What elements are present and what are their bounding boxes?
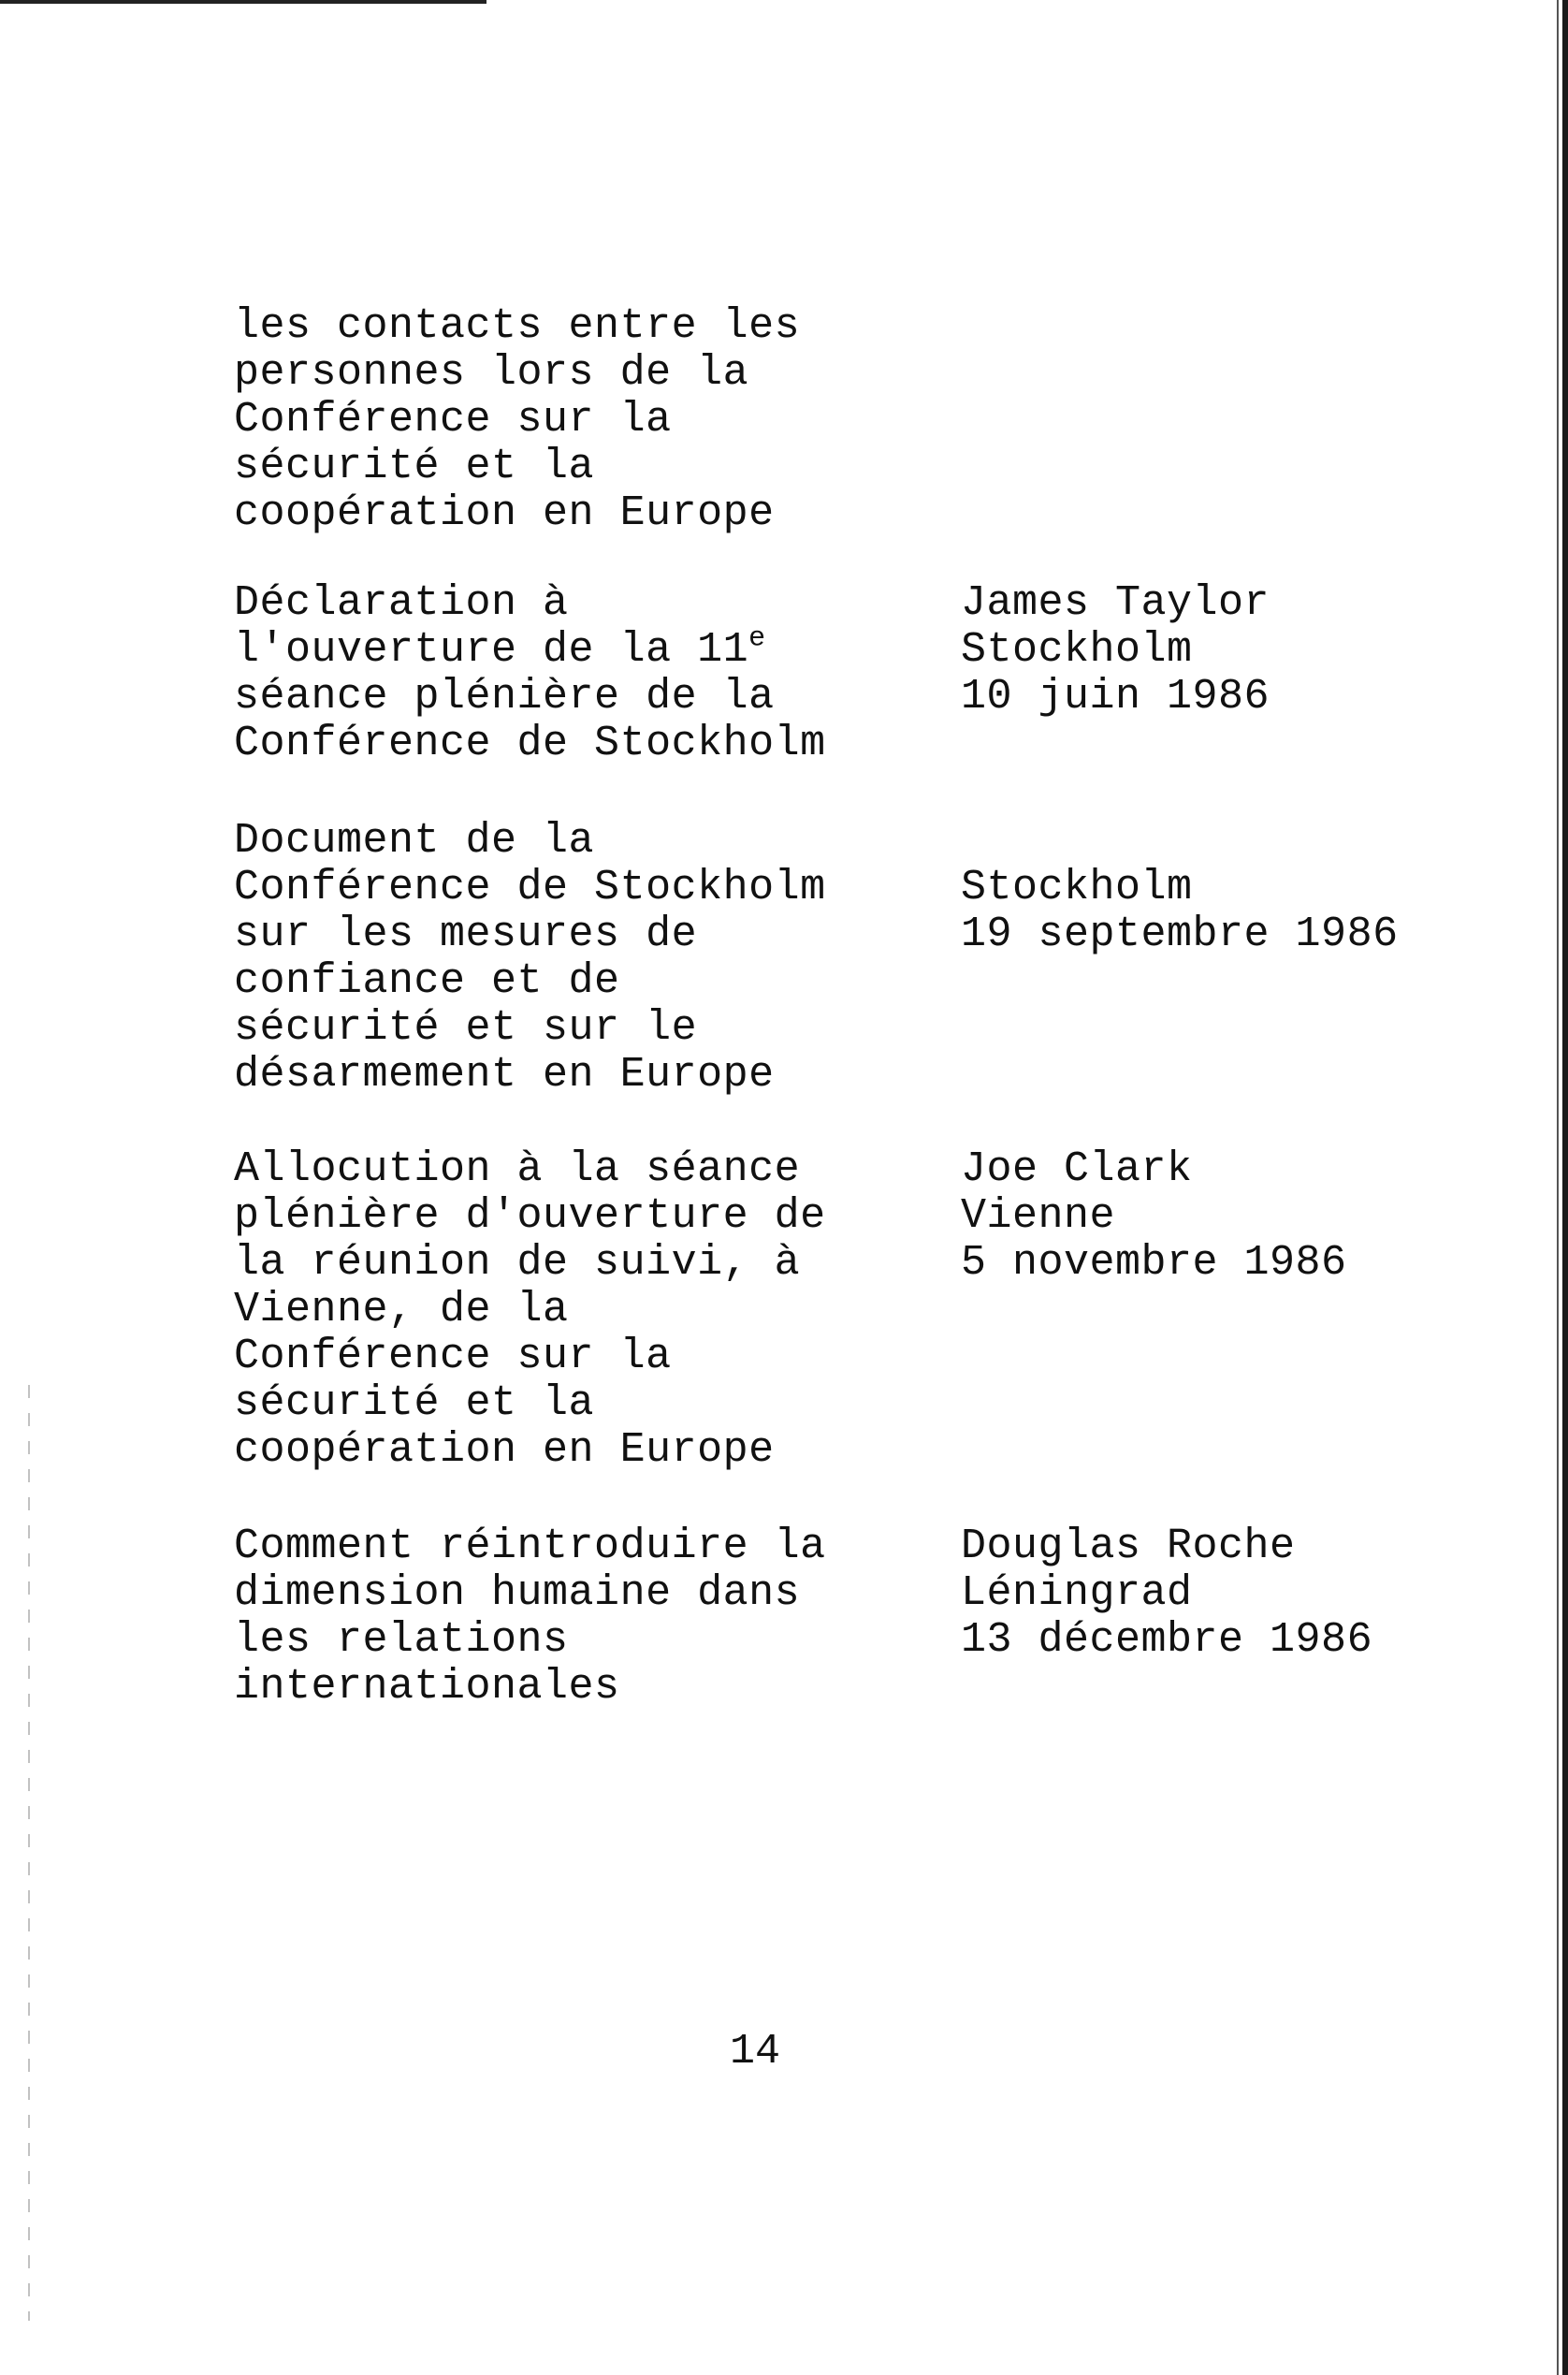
page-number: 14 [730,2028,781,2076]
entry-3-info-line-2: 5 novembre 1986 [961,1239,1347,1287]
entry-4-info-line-2: 13 décembre 1986 [961,1616,1373,1664]
entry-2-title-line-3: confiance et de [234,957,620,1005]
entry-0-title-line-2: Conférence sur la [234,396,672,444]
entry-0-title-line-1: personnes lors de la [234,349,749,397]
entry-4-info-line-1: Léningrad [961,1569,1193,1617]
entry-3-title-line-3: Vienne, de la [234,1286,569,1333]
entry-3-title-line-6: coopération en Europe [234,1426,775,1474]
entry-1-title-superscript: e [748,622,766,655]
scan-edge-right [1562,0,1568,2375]
entry-3-info-line-0: Joe Clark [961,1145,1193,1193]
entry-1-info-line-1: Stockholm [961,626,1193,674]
entry-4-title-line-3: internationales [234,1663,620,1711]
entry-2-title-line-5: désarmement en Europe [234,1051,775,1099]
entry-4-info-line-0: Douglas Roche [961,1523,1296,1570]
entry-4-title-line-0: Comment réintroduire la [234,1523,826,1570]
entry-2-title-line-0: Document de la [234,817,595,865]
scan-edge-top [0,0,486,4]
entry-0-title-line-0: les contacts entre les [234,302,801,350]
entry-4-title-line-2: les relations [234,1616,569,1664]
entry-3-title-line-0: Allocution à la séance [234,1145,801,1193]
entry-0-title-line-3: sécurité et la [234,443,595,490]
entry-0-title-line-4: coopération en Europe [234,489,775,537]
entry-1-title-line-1-text: l'ouverture de la 11 [234,626,749,674]
entry-3-title-line-5: sécurité et la [234,1379,595,1427]
entry-1-info-line-0: James Taylor [961,579,1270,627]
entry-2-title-line-4: sécurité et sur le [234,1004,698,1052]
entry-3-title-line-4: Conférence sur la [234,1333,672,1380]
entry-1-title-line-0: Déclaration à [234,579,569,627]
scan-edge-left [28,1385,30,2321]
entry-3-title-line-1: plénière d'ouverture de [234,1192,826,1240]
entry-3-info-line-1: Vienne [961,1192,1116,1240]
scan-edge-right-inner [1557,0,1559,2375]
entry-4-title-line-1: dimension humaine dans [234,1569,801,1617]
entry-1-title-line-3: Conférence de Stockholm [234,720,826,767]
entry-1-info-line-2: 10 juin 1986 [961,673,1270,721]
entry-2-info-line-1: 19 septembre 1986 [961,911,1399,958]
entry-2-title-line-1: Conférence de Stockholm [234,864,826,911]
entry-2-info-line-0: Stockholm [961,864,1193,911]
entry-2-title-line-2: sur les mesures de [234,911,698,958]
entry-3-title-line-2: la réunion de suivi, à [234,1239,801,1287]
entry-1-title-line-1 [234,622,766,674]
entry-1-title-line-2: séance plénière de la [234,673,775,721]
